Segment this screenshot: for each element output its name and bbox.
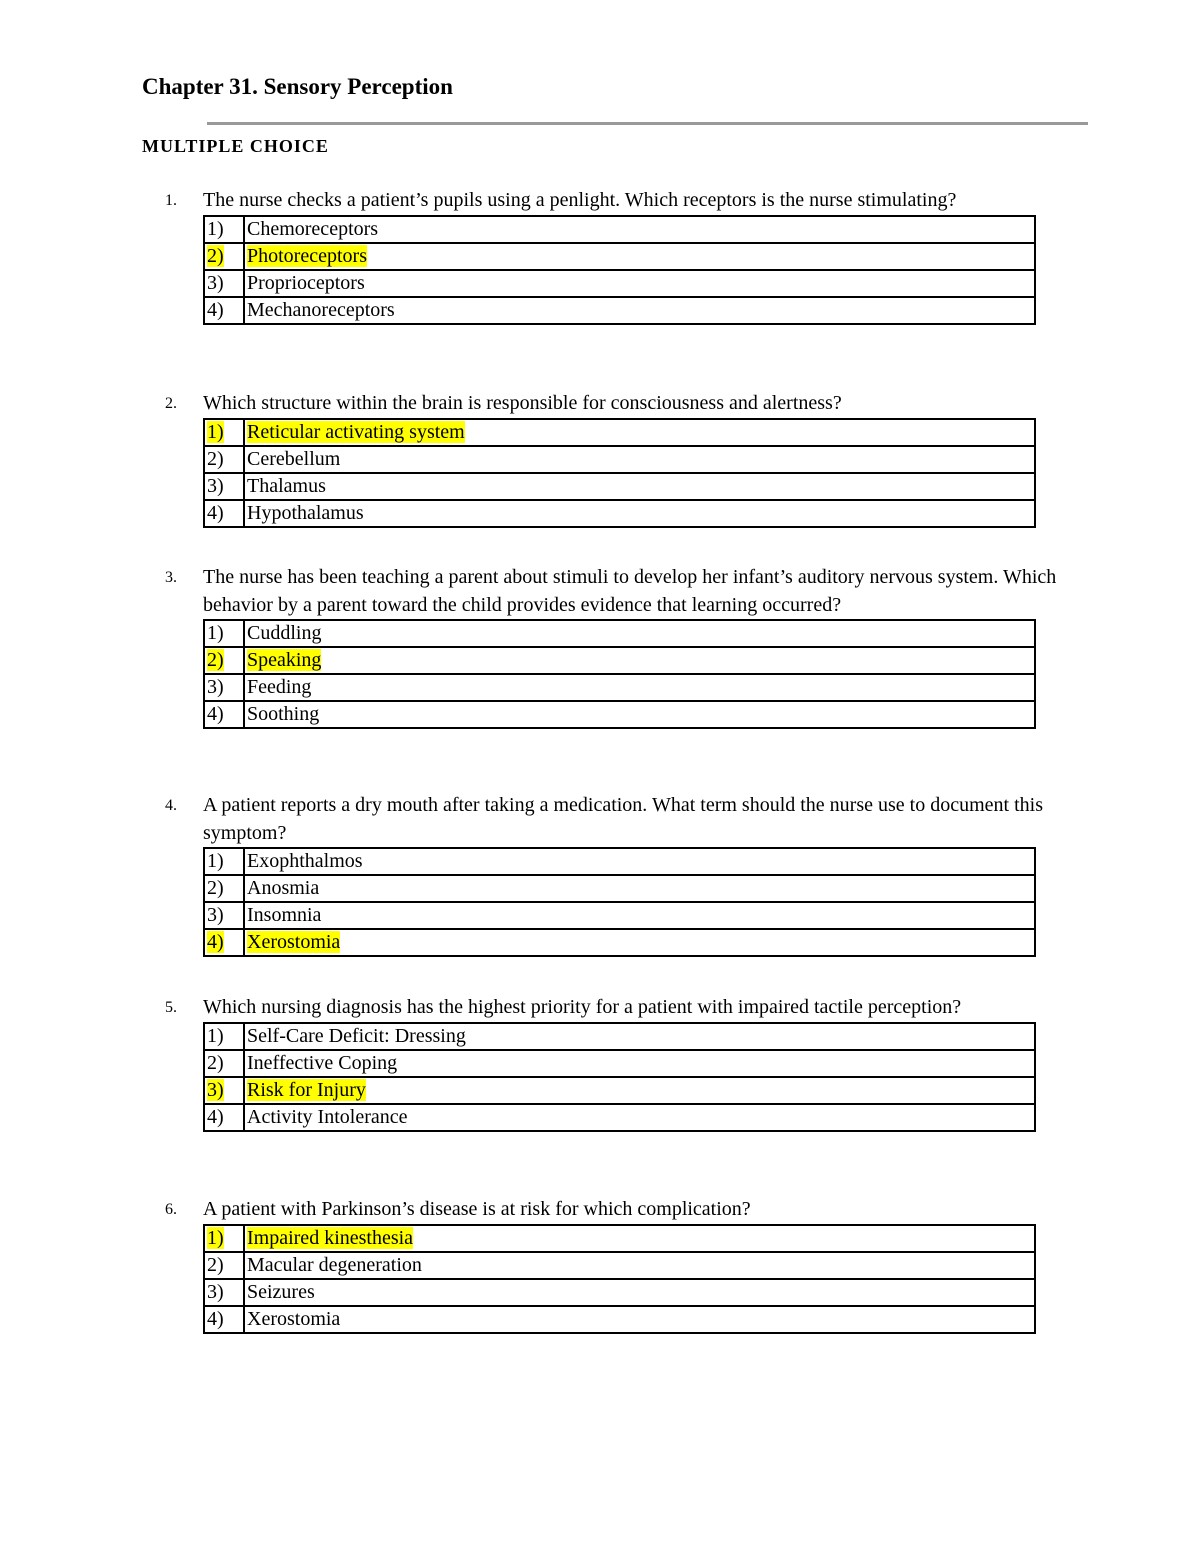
option-label: Self-Care Deficit: Dressing (244, 1023, 1035, 1050)
answer-options (203, 418, 1036, 528)
option-number: 4) (204, 500, 244, 527)
option-row (204, 674, 1035, 701)
option-label: Soothing (244, 701, 1035, 728)
option-label: Chemoreceptors (244, 216, 1035, 243)
question-1 (165, 186, 1095, 325)
option-number: 3) (204, 1077, 244, 1104)
option-label: Xerostomia (244, 929, 1035, 956)
question-text: The nurse checks a patient’s pupils using a penlight. Which receptors is the nurse stimulating? (203, 189, 957, 211)
option-row (204, 1279, 1035, 1306)
title-divider (207, 122, 1088, 125)
option-label: Reticular activating system (244, 419, 1035, 446)
question-4 (165, 791, 1095, 957)
option-number: 2) (204, 1050, 244, 1077)
question-text: A patient with Parkinson’s disease is at risk for which complication? (203, 1198, 751, 1220)
option-label: Photoreceptors (244, 243, 1035, 270)
option-number: 1) (204, 1225, 244, 1252)
question-number: 3. (165, 569, 177, 586)
option-number: 2) (204, 243, 244, 270)
option-row (204, 1306, 1035, 1333)
question-text: A patient reports a dry mouth after taking a medication. What term should the nurse use to document this symptom? (203, 794, 1043, 844)
option-row (204, 1104, 1035, 1131)
option-row (204, 875, 1035, 902)
option-label: Anosmia (244, 875, 1035, 902)
option-number: 4) (204, 929, 244, 956)
option-row (204, 216, 1035, 243)
option-number: 1) (204, 419, 244, 446)
option-label: Activity Intolerance (244, 1104, 1035, 1131)
question-number: 1. (165, 192, 177, 209)
option-row (204, 243, 1035, 270)
option-row (204, 1050, 1035, 1077)
option-number: 2) (204, 1252, 244, 1279)
option-label: Seizures (244, 1279, 1035, 1306)
question-number: 2. (165, 395, 177, 412)
option-number: 3) (204, 270, 244, 297)
section-heading: MULTIPLE CHOICE (142, 136, 329, 156)
option-label: Exophthalmos (244, 848, 1035, 875)
option-number: 2) (204, 446, 244, 473)
option-row (204, 1023, 1035, 1050)
option-number: 1) (204, 620, 244, 647)
question-6 (165, 1195, 1095, 1334)
option-number: 3) (204, 674, 244, 701)
option-number: 2) (204, 647, 244, 674)
option-number: 3) (204, 1279, 244, 1306)
answer-options (203, 1022, 1036, 1132)
option-label: Speaking (244, 647, 1035, 674)
option-number: 4) (204, 1104, 244, 1131)
question-text: Which structure within the brain is responsible for consciousness and alertness? (203, 392, 842, 414)
option-number: 1) (204, 1023, 244, 1050)
option-label: Impaired kinesthesia (244, 1225, 1035, 1252)
question-number: 4. (165, 797, 177, 814)
option-label: Ineffective Coping (244, 1050, 1035, 1077)
question-text: Which nursing diagnosis has the highest priority for a patient with impaired tactile perception? (203, 996, 962, 1018)
option-label: Xerostomia (244, 1306, 1035, 1333)
question-5 (165, 993, 1095, 1132)
option-row (204, 419, 1035, 446)
option-label: Cerebellum (244, 446, 1035, 473)
option-label: Macular degeneration (244, 1252, 1035, 1279)
option-label: Proprioceptors (244, 270, 1035, 297)
question-number: 6. (165, 1201, 177, 1218)
option-row (204, 848, 1035, 875)
option-row (204, 701, 1035, 728)
answer-options (203, 847, 1036, 957)
option-number: 3) (204, 473, 244, 500)
option-label: Risk for Injury (244, 1077, 1035, 1104)
option-number: 1) (204, 216, 244, 243)
option-row (204, 1077, 1035, 1104)
option-label: Hypothalamus (244, 500, 1035, 527)
option-label: Feeding (244, 674, 1035, 701)
option-row (204, 902, 1035, 929)
option-number: 4) (204, 701, 244, 728)
question-3 (165, 563, 1095, 729)
option-row (204, 647, 1035, 674)
option-row (204, 620, 1035, 647)
option-number: 3) (204, 902, 244, 929)
option-row (204, 1225, 1035, 1252)
option-row (204, 1252, 1035, 1279)
option-label: Mechanoreceptors (244, 297, 1035, 324)
option-label: Insomnia (244, 902, 1035, 929)
option-row (204, 473, 1035, 500)
option-row (204, 446, 1035, 473)
option-label: Cuddling (244, 620, 1035, 647)
question-text: The nurse has been teaching a parent about stimuli to develop her infant’s auditory nervous system. Which behavior by a parent toward the child provides evidence that learning occurred? (203, 566, 1057, 616)
option-label: Thalamus (244, 473, 1035, 500)
option-number: 4) (204, 1306, 244, 1333)
answer-options (203, 215, 1036, 325)
option-number: 1) (204, 848, 244, 875)
question-number: 5. (165, 999, 177, 1016)
question-2 (165, 389, 1095, 528)
option-number: 2) (204, 875, 244, 902)
option-row (204, 929, 1035, 956)
option-row (204, 270, 1035, 297)
option-row (204, 500, 1035, 527)
answer-options (203, 1224, 1036, 1334)
page-title: Chapter 31. Sensory Perception (142, 74, 453, 99)
option-row (204, 297, 1035, 324)
answer-options (203, 619, 1036, 729)
option-number: 4) (204, 297, 244, 324)
